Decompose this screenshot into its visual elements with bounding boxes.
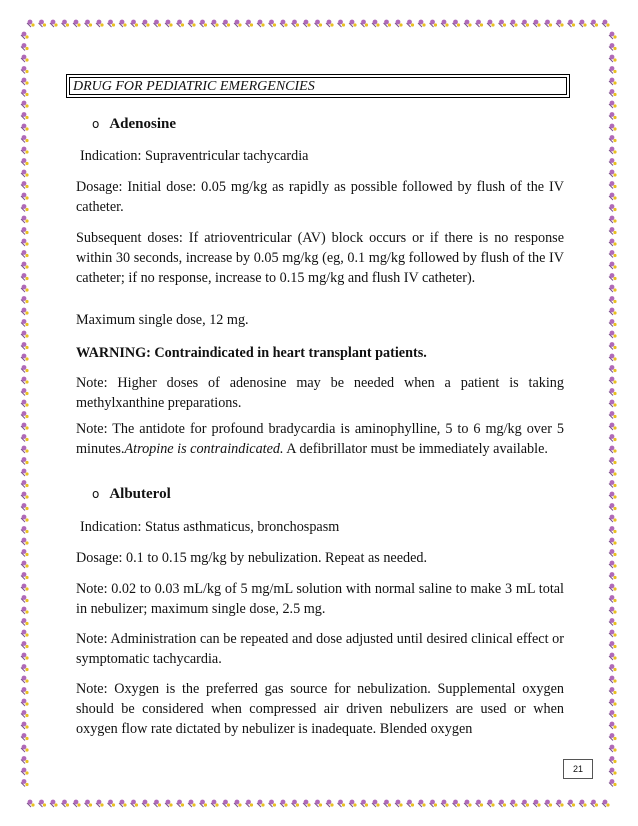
border-flower-mark	[556, 800, 564, 807]
border-flower-mark	[315, 800, 323, 807]
border-flower-mark	[609, 561, 617, 568]
border-flower-mark	[21, 365, 29, 372]
border-flower-mark	[326, 800, 334, 807]
section-header-box	[66, 74, 570, 98]
border-flower-mark	[119, 20, 127, 27]
border-flower-mark	[21, 89, 29, 96]
border-flower-mark	[21, 273, 29, 280]
border-flower-mark	[21, 66, 29, 73]
border-flower-mark	[579, 800, 587, 807]
border-flower-mark	[303, 20, 311, 27]
border-flower-mark	[21, 400, 29, 407]
border-flower-mark	[188, 20, 196, 27]
border-flower-mark	[349, 20, 357, 27]
bullet-circle-icon: o	[92, 487, 100, 501]
border-flower-mark	[545, 800, 553, 807]
border-flower-mark	[609, 388, 617, 395]
border-flower-mark	[609, 745, 617, 752]
border-flower-mark	[609, 55, 617, 62]
border-flower-mark	[21, 227, 29, 234]
border-flower-mark	[21, 78, 29, 85]
border-flower-mark	[21, 354, 29, 361]
border-flower-mark	[609, 434, 617, 441]
border-flower-mark	[609, 400, 617, 407]
border-flower-mark	[609, 664, 617, 671]
border-flower-mark	[609, 285, 617, 292]
border-flower-mark	[609, 331, 617, 338]
border-flower-mark	[349, 800, 357, 807]
note2-tail: A defibrillator must be immediately available.	[283, 441, 548, 457]
border-flower-mark	[280, 20, 288, 27]
border-flower-mark	[609, 227, 617, 234]
adenosine-indication: Indication: Supraventricular tachycardia	[80, 148, 309, 164]
border-flower-mark	[21, 549, 29, 556]
border-flower-mark	[609, 377, 617, 384]
border-flower-mark	[609, 273, 617, 280]
border-flower-mark	[27, 20, 35, 27]
border-flower-mark	[21, 768, 29, 775]
border-flower-mark	[326, 20, 334, 27]
adenosine-note-1: Note: Higher doses of adenosine may be needed when a patient is taking methylxanthine preparations.	[76, 375, 564, 411]
border-flower-mark	[602, 800, 610, 807]
border-flower-mark	[50, 800, 58, 807]
border-flower-mark	[609, 342, 617, 349]
border-flower-mark	[27, 800, 35, 807]
border-flower-mark	[292, 800, 300, 807]
border-flower-mark	[303, 800, 311, 807]
border-flower-mark	[430, 800, 438, 807]
border-flower-mark	[407, 20, 415, 27]
border-flower-mark	[609, 584, 617, 591]
border-flower-mark	[418, 800, 426, 807]
border-flower-mark	[395, 20, 403, 27]
border-flower-mark	[21, 595, 29, 602]
border-flower-mark	[602, 20, 610, 27]
border-flower-mark	[609, 457, 617, 464]
border-flower-mark	[131, 800, 139, 807]
border-flower-mark	[533, 20, 541, 27]
border-flower-mark	[21, 492, 29, 499]
border-flower-mark	[609, 446, 617, 453]
border-flower-mark	[280, 800, 288, 807]
border-flower-mark	[21, 308, 29, 315]
border-flower-mark	[200, 20, 208, 27]
border-flower-mark	[609, 250, 617, 257]
border-flower-mark	[21, 561, 29, 568]
note2-italic: Atropine is contraindicated.	[124, 441, 284, 457]
border-flower-mark	[21, 503, 29, 510]
border-flower-mark	[21, 319, 29, 326]
border-flower-mark	[609, 687, 617, 694]
border-flower-mark	[609, 411, 617, 418]
drug-title-adenosine: Adenosine	[109, 116, 177, 132]
border-flower-mark	[609, 549, 617, 556]
adenosine-max-dose: Maximum single dose, 12 mg.	[76, 312, 249, 328]
border-flower-mark	[96, 800, 104, 807]
border-flower-mark	[21, 239, 29, 246]
border-flower-mark	[108, 800, 116, 807]
border-flower-mark	[384, 800, 392, 807]
albuterol-note-1: Note: 0.02 to 0.03 mL/kg of 5 mg/mL solution with normal saline to make 3 mL total in nebulizer; maximum single dose, 2.5 mg.	[76, 581, 564, 617]
border-flower-mark	[257, 800, 265, 807]
border-flower-mark	[609, 423, 617, 430]
border-flower-mark	[568, 800, 576, 807]
border-flower-mark	[21, 411, 29, 418]
border-flower-mark	[609, 89, 617, 96]
border-flower-mark	[188, 800, 196, 807]
border-flower-mark	[21, 480, 29, 487]
section-header: DRUG FOR PEDIATRIC EMERGENCIES	[69, 77, 567, 95]
drug-title-albuterol: Albuterol	[109, 486, 171, 502]
border-flower-mark	[609, 319, 617, 326]
bullet-circle-icon: o	[92, 117, 100, 131]
border-flower-mark	[21, 457, 29, 464]
border-flower-mark	[395, 800, 403, 807]
border-flower-mark	[609, 503, 617, 510]
border-flower-mark	[609, 112, 617, 119]
border-flower-mark	[21, 124, 29, 131]
border-flower-mark	[591, 800, 599, 807]
border-flower-mark	[499, 800, 507, 807]
border-flower-mark	[609, 204, 617, 211]
border-flower-mark	[441, 800, 449, 807]
border-flower-mark	[21, 584, 29, 591]
border-flower-mark	[142, 20, 150, 27]
border-flower-mark	[609, 710, 617, 717]
border-flower-mark	[609, 469, 617, 476]
border-flower-mark	[154, 800, 162, 807]
border-flower-mark	[85, 20, 93, 27]
border-flower-mark	[177, 800, 185, 807]
border-flower-mark	[96, 20, 104, 27]
border-flower-mark	[609, 354, 617, 361]
border-flower-mark	[609, 595, 617, 602]
border-flower-mark	[591, 20, 599, 27]
border-flower-mark	[21, 250, 29, 257]
border-flower-mark	[21, 388, 29, 395]
border-flower-mark	[21, 204, 29, 211]
border-flower-mark	[21, 101, 29, 108]
border-flower-mark	[21, 296, 29, 303]
border-flower-mark	[246, 800, 254, 807]
border-flower-mark	[21, 216, 29, 223]
border-flower-mark	[269, 20, 277, 27]
border-flower-mark	[476, 800, 484, 807]
border-flower-mark	[119, 800, 127, 807]
border-flower-mark	[609, 262, 617, 269]
border-flower-mark	[361, 800, 369, 807]
border-flower-mark	[73, 20, 81, 27]
border-flower-mark	[21, 756, 29, 763]
border-flower-mark	[21, 630, 29, 637]
border-flower-mark	[609, 181, 617, 188]
border-flower-mark	[372, 800, 380, 807]
border-flower-mark	[62, 800, 70, 807]
border-flower-mark	[609, 78, 617, 85]
border-flower-mark	[154, 20, 162, 27]
border-flower-mark	[441, 20, 449, 27]
border-flower-mark	[21, 607, 29, 614]
bullet-albuterol	[92, 486, 171, 503]
border-flower-mark	[609, 492, 617, 499]
border-flower-mark	[21, 181, 29, 188]
border-flower-mark	[165, 20, 173, 27]
border-flower-mark	[21, 699, 29, 706]
border-flower-mark	[21, 572, 29, 579]
border-flower-mark	[21, 285, 29, 292]
border-flower-mark	[21, 55, 29, 62]
border-flower-mark	[609, 641, 617, 648]
border-flower-mark	[418, 20, 426, 27]
border-flower-mark	[464, 800, 472, 807]
border-flower-mark	[609, 756, 617, 763]
border-flower-mark	[21, 745, 29, 752]
border-flower-mark	[21, 664, 29, 671]
border-flower-mark	[21, 158, 29, 165]
border-flower-mark	[609, 779, 617, 786]
border-flower-mark	[21, 135, 29, 142]
border-flower-mark	[579, 20, 587, 27]
border-flower-mark	[609, 538, 617, 545]
border-flower-mark	[609, 607, 617, 614]
border-flower-mark	[609, 135, 617, 142]
border-flower-mark	[21, 538, 29, 545]
note2-text: Note: The antidote for profound bradycardia is aminophylline, 5 to 6 mg/kg over 5 minutes.	[76, 421, 564, 457]
border-flower-mark	[609, 618, 617, 625]
border-flower-mark	[21, 434, 29, 441]
border-flower-mark	[234, 20, 242, 27]
border-flower-mark	[223, 800, 231, 807]
border-flower-mark	[487, 800, 495, 807]
border-flower-mark	[556, 20, 564, 27]
adenosine-note-2	[76, 419, 564, 459]
border-flower-mark	[609, 733, 617, 740]
border-flower-mark	[609, 158, 617, 165]
border-flower-mark	[522, 20, 530, 27]
border-flower-mark	[609, 768, 617, 775]
border-flower-mark	[21, 446, 29, 453]
border-flower-mark	[21, 687, 29, 694]
border-flower-mark	[21, 515, 29, 522]
border-flower-mark	[315, 20, 323, 27]
border-flower-mark	[21, 170, 29, 177]
border-flower-mark	[211, 20, 219, 27]
border-flower-mark	[21, 469, 29, 476]
border-flower-mark	[85, 800, 93, 807]
border-flower-mark	[165, 800, 173, 807]
albuterol-note-3: Note: Oxygen is the preferred gas source for nebulization. Supplemental oxygen should be considered when compressed air driven nebulizers are used or when oxygen flow rate dictated by nebulizer is inadequate. Blended oxygen	[76, 681, 564, 737]
border-flower-mark	[609, 147, 617, 154]
border-flower-mark	[21, 262, 29, 269]
border-flower-mark	[609, 365, 617, 372]
border-flower-mark	[609, 722, 617, 729]
border-flower-mark	[108, 20, 116, 27]
border-flower-mark	[453, 800, 461, 807]
adenosine-subsequent-doses: Subsequent doses: If atrioventricular (AV) block occurs or if there is no response within 30 seconds, increase by 0.05 mg/kg (eg, 0.1 mg/kg followed by flush of the IV catheter; if no response, increase to 0.15 mg/kg and flush IV catheter).	[76, 230, 564, 286]
border-flower-mark	[21, 641, 29, 648]
bullet-adenosine	[92, 116, 176, 133]
border-flower-mark	[177, 20, 185, 27]
border-flower-mark	[223, 20, 231, 27]
border-flower-mark	[609, 101, 617, 108]
border-flower-mark	[21, 342, 29, 349]
border-flower-mark	[200, 800, 208, 807]
border-flower-mark	[21, 147, 29, 154]
border-flower-mark	[39, 800, 47, 807]
albuterol-dosage: Dosage: 0.1 to 0.15 mg/kg by nebulization. Repeat as needed.	[76, 550, 428, 566]
border-flower-mark	[246, 20, 254, 27]
border-flower-mark	[39, 20, 47, 27]
border-flower-mark	[609, 515, 617, 522]
border-flower-mark	[476, 20, 484, 27]
border-flower-mark	[609, 572, 617, 579]
border-flower-mark	[464, 20, 472, 27]
border-flower-mark	[609, 170, 617, 177]
border-flower-mark	[211, 800, 219, 807]
border-flower-mark	[21, 32, 29, 39]
border-flower-mark	[609, 193, 617, 200]
border-flower-mark	[50, 20, 58, 27]
border-flower-mark	[533, 800, 541, 807]
border-flower-mark	[609, 66, 617, 73]
border-flower-mark	[609, 699, 617, 706]
border-flower-mark	[609, 630, 617, 637]
border-flower-mark	[21, 43, 29, 50]
border-flower-mark	[384, 20, 392, 27]
border-flower-mark	[510, 20, 518, 27]
border-flower-mark	[21, 193, 29, 200]
border-flower-mark	[257, 20, 265, 27]
adenosine-dosage: Dosage: Initial dose: 0.05 mg/kg as rapidly as possible followed by flush of the IV catheter.	[76, 179, 564, 215]
border-flower-mark	[522, 800, 530, 807]
border-flower-mark	[21, 526, 29, 533]
border-flower-mark	[338, 20, 346, 27]
border-flower-mark	[430, 20, 438, 27]
border-flower-mark	[545, 20, 553, 27]
border-flower-mark	[609, 308, 617, 315]
border-flower-mark	[609, 43, 617, 50]
border-flower-mark	[21, 779, 29, 786]
border-flower-mark	[62, 20, 70, 27]
border-flower-mark	[21, 377, 29, 384]
border-flower-mark	[21, 618, 29, 625]
border-flower-mark	[21, 676, 29, 683]
border-flower-mark	[568, 20, 576, 27]
border-flower-mark	[131, 20, 139, 27]
adenosine-warning: WARNING: Contraindicated in heart transplant patients.	[76, 345, 427, 361]
border-flower-mark	[609, 239, 617, 246]
border-flower-mark	[21, 710, 29, 717]
border-flower-mark	[372, 20, 380, 27]
border-flower-mark	[21, 112, 29, 119]
border-flower-mark	[609, 124, 617, 131]
page-number: 21	[563, 759, 593, 779]
border-flower-mark	[609, 216, 617, 223]
border-flower-mark	[21, 423, 29, 430]
albuterol-note-2: Note: Administration can be repeated and dose adjusted until desired clinical effect or symptomatic tachycardia.	[76, 631, 564, 667]
border-flower-mark	[499, 20, 507, 27]
border-flower-mark	[269, 800, 277, 807]
border-flower-mark	[338, 800, 346, 807]
border-flower-mark	[21, 722, 29, 729]
border-flower-mark	[609, 480, 617, 487]
border-flower-mark	[407, 800, 415, 807]
border-flower-mark	[487, 20, 495, 27]
border-flower-mark	[361, 20, 369, 27]
border-flower-mark	[609, 653, 617, 660]
border-flower-mark	[609, 526, 617, 533]
border-flower-mark	[21, 653, 29, 660]
albuterol-indication: Indication: Status asthmaticus, bronchospasm	[80, 519, 340, 535]
border-flower-mark	[510, 800, 518, 807]
border-flower-mark	[21, 331, 29, 338]
border-flower-mark	[609, 296, 617, 303]
border-flower-mark	[453, 20, 461, 27]
border-flower-mark	[609, 32, 617, 39]
border-flower-mark	[609, 676, 617, 683]
border-flower-mark	[292, 20, 300, 27]
border-flower-mark	[21, 733, 29, 740]
border-flower-mark	[142, 800, 150, 807]
border-flower-mark	[234, 800, 242, 807]
border-flower-mark	[73, 800, 81, 807]
